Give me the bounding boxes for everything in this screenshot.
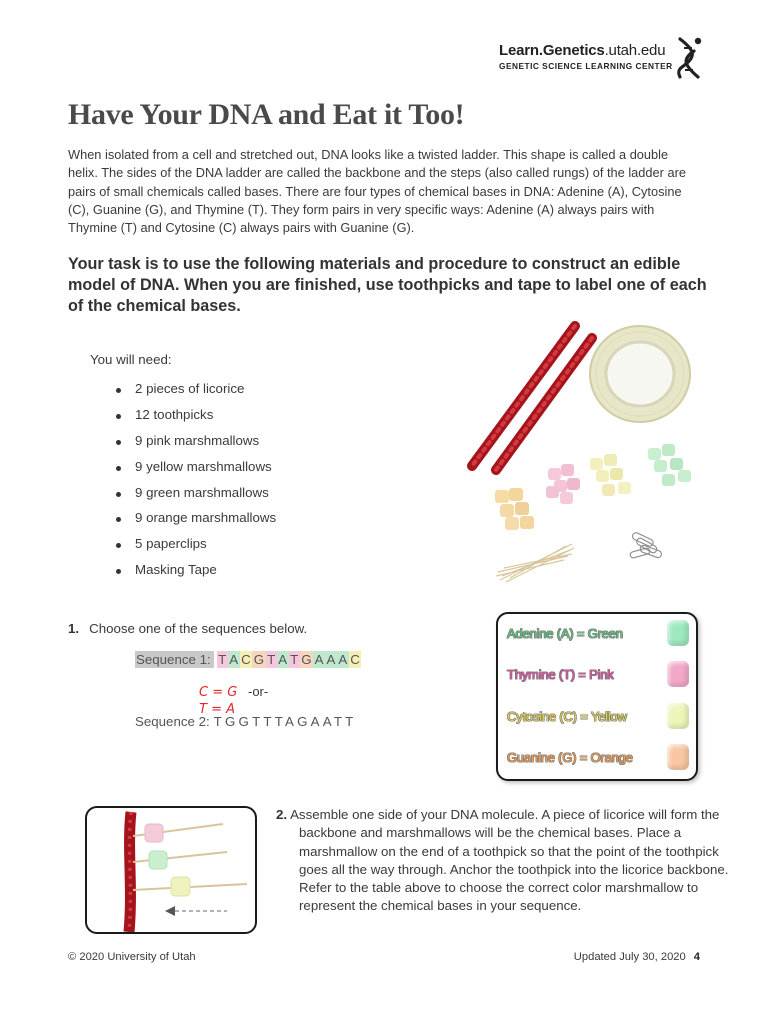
step-number: 2. — [276, 807, 288, 822]
page-number: 4 — [693, 951, 700, 963]
pink-marshmallows-image — [546, 464, 580, 504]
sequence-base: T — [218, 652, 227, 667]
sequence-base: A — [278, 652, 288, 667]
sequence-base: C — [350, 652, 360, 667]
green-marshmallows-image — [648, 444, 691, 486]
sequence-2 — [135, 714, 356, 729]
sequence-1 — [135, 651, 361, 668]
key-row-thymine — [507, 660, 689, 688]
key-row-guanine — [507, 743, 689, 771]
sequence-bases — [217, 651, 362, 668]
sequence-base: A — [314, 652, 324, 667]
list-item: 9 orange marshmallows — [114, 510, 276, 536]
list-item: 9 pink marshmallows — [114, 433, 276, 459]
pink-marshmallow-swatch — [667, 661, 689, 687]
yellow-marshmallows-image — [590, 454, 631, 496]
intro-paragraph: When isolated from a cell and stretched out, DNA looks like a twisted ladder. This shape is called a double helix. The sides of the DNA ladder are called the backbone and the steps (also called rungs) of the ladder are pairs of small chemicals called bases. There are four types of chemical bases in DNA: Adenine (A), Cytosine (C), Guanine (G), and Thymine (T). They form pairs in very specific ways: Adenine (A) always pairs with Thymine (T) and Cytosine (C) always pairs with Guanine (G). — [68, 147, 686, 236]
list-item: 9 yellow marshmallows — [114, 459, 276, 485]
handwritten-note: C = G — [199, 685, 238, 700]
footer-updated — [574, 951, 700, 963]
key-row-adenine — [507, 619, 689, 647]
materials-label: You will need: — [90, 352, 172, 367]
handwritten-notes — [197, 682, 241, 718]
key-label: Thymine (T) = Pink — [507, 666, 614, 682]
color-key — [496, 612, 698, 781]
sequence-base: G — [301, 652, 312, 667]
toothpicks-image — [496, 544, 574, 582]
step-number: 1. — [68, 621, 80, 636]
site-logo — [499, 42, 673, 71]
list-item: 12 toothpicks — [114, 407, 276, 433]
materials-list — [114, 381, 276, 588]
paperclips-image — [630, 532, 663, 559]
orange-marshmallow-swatch — [667, 744, 689, 770]
task-statement: Your task is to use the following materials and procedure to construct an edible model of DNA. When you are finished, use toothpicks and tape to label one of each of the chemical bases. — [68, 255, 707, 315]
step-text: Assemble one side of your DNA molecule. A piece of licorice will form the backbone and marshmallows will be the chemical bases. Place a marshmallow on the end of a toothpick so that the point of the toothpick goes all the way through. Anchor the toothpick into the licorice backbone. Refer to the table above to choose the correct color marshmallow to represent the chemical bases in your sequence. — [290, 807, 729, 914]
licorice-image — [472, 326, 592, 470]
sequence-base: A — [326, 652, 336, 667]
key-label: Guanine (G) = Orange — [507, 749, 633, 765]
step-1 — [68, 621, 307, 636]
masking-tape-image — [590, 326, 690, 422]
handwritten-note: T = A — [199, 702, 235, 717]
key-row-cytosine — [507, 702, 689, 730]
logo-brand: Learn.Genetics.utah.edu — [499, 42, 666, 59]
key-label: Adenine (A) = Green — [507, 625, 623, 641]
page-title: Have Your DNA and Eat it Too! — [68, 98, 465, 131]
key-label: Cytosine (C) = Yellow — [507, 708, 627, 724]
sequence-base: A — [229, 652, 239, 667]
logo-tagline: GENETIC SCIENCE LEARNING CENTER — [499, 61, 673, 71]
updated-date: Updated July 30, 2020 — [573, 951, 686, 963]
sequence-base: C — [241, 652, 251, 667]
dna-person-icon — [674, 37, 704, 79]
yellow-marshmallow-swatch — [667, 703, 689, 729]
step-text: Choose one of the sequences below. — [89, 621, 308, 636]
or-separator: -or- — [248, 684, 269, 699]
materials-photo — [460, 318, 710, 594]
sequence-base: A — [338, 652, 348, 667]
step-2 — [276, 806, 735, 916]
sequence-bases: TGGTTTAGAATT — [213, 714, 357, 729]
assembly-photo — [85, 806, 257, 934]
list-item: Masking Tape — [114, 562, 276, 588]
sequence-base: G — [253, 652, 265, 667]
green-marshmallow-swatch — [667, 620, 689, 646]
sequence-label: Sequence 2: — [135, 714, 210, 729]
orange-marshmallows-image — [495, 488, 534, 530]
list-item: 2 pieces of licorice — [114, 381, 276, 407]
sequence-label: Sequence 1: — [135, 651, 214, 668]
list-item: 5 paperclips — [114, 536, 276, 562]
list-item: 9 green marshmallows — [114, 485, 276, 511]
sequence-base: T — [267, 652, 276, 667]
sequence-base: T — [290, 652, 299, 667]
copyright: © 2020 University of Utah — [68, 951, 196, 963]
